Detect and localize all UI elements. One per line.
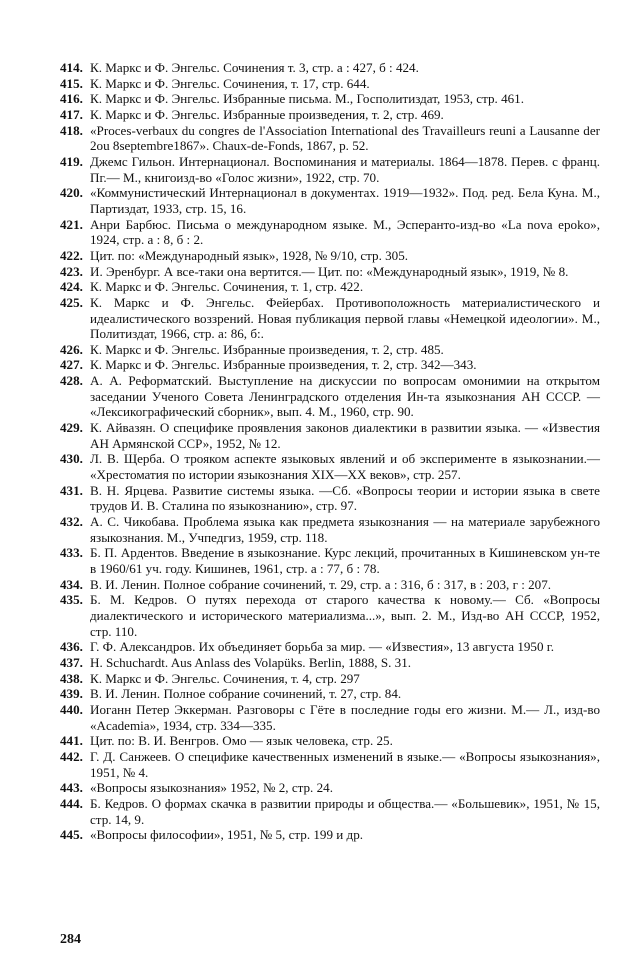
reference-number: 440. — [60, 701, 83, 717]
reference-entry — [60, 639, 600, 655]
reference-text: Л. В. Щерба. О трояком аспекте языковых явлений и об эксперименте в языкознании.— «Хрестоматия по истории языкознания XIX—XX веков», стр. 257. — [90, 451, 600, 483]
reference-text: А. С. Чикобава. Проблема языка как предмета языкознания — на материале зарубежного языкознания. М., Учпедгиз, 1959, стр. 118. — [90, 514, 600, 545]
reference-entry — [60, 248, 600, 264]
reference-number: 433. — [60, 545, 83, 561]
reference-entry — [60, 733, 600, 749]
reference-entry — [60, 185, 600, 216]
reference-number: 437. — [60, 654, 83, 670]
reference-number: 416. — [60, 91, 83, 107]
reference-text: «Коммунистический Интернационал в документах. 1919—1932». Под. ред. Бела Куна. М., Партиздат, 1933, стр. 15, 16. — [90, 185, 600, 216]
reference-text: К. Маркс и Ф. Энгельс. Сочинения т. 3, стр. а : 427, б : 424. — [90, 60, 419, 75]
reference-entry — [60, 671, 600, 687]
reference-number: 415. — [60, 75, 83, 91]
reference-number: 423. — [60, 263, 83, 279]
reference-text: К. Айвазян. О специфике проявления законов диалектики в развитии языка. — «Известия АН Армянской ССР», 1952, № 12. — [90, 420, 600, 451]
reference-number: 431. — [60, 482, 83, 498]
reference-entry — [60, 107, 600, 123]
reference-text: И. Эренбург. А все-таки она вертится.— Цит. по: «Международный язык», 1919, № 8. — [90, 263, 569, 279]
reference-number: 417. — [60, 106, 83, 122]
reference-entry — [60, 123, 600, 154]
reference-entry — [60, 264, 600, 280]
reference-text: Б. М. Кедров. О путях перехода от старого качества к новому.— Сб. «Вопросы диалектического и исторического материализма...», вып. 2. М., Изд-во АН СССР, 1952, стр. 110. — [90, 592, 600, 639]
reference-number: 421. — [60, 216, 83, 232]
reference-text: Иоганн Петер Эккерман. Разговоры с Гёте в последние годы его жизни. М.— Л., изд-во «Academia», 1934, стр. 334—335. — [90, 701, 600, 733]
reference-entry — [60, 60, 600, 76]
reference-entry — [60, 217, 600, 248]
reference-number: 432. — [60, 514, 83, 530]
reference-number: 426. — [60, 341, 83, 357]
reference-entry — [60, 451, 600, 482]
reference-text: Г. Д. Санжеев. О специфике качественных изменений в языке.— «Вопросы языкознания», 1951, № 4. — [90, 748, 600, 780]
reference-text: В. Н. Ярцева. Развитие системы языка. —Сб. «Вопросы теории и истории языка в свете трудов И. В. Сталина по языкознанию», стр. 97. — [90, 482, 600, 514]
reference-text: К. Маркс и Ф. Энгельс. Сочинения, т. 17, стр. 644. — [90, 75, 370, 91]
reference-text: К. Маркс и Ф. Энгельс. Сочинения, т. 1, стр. 422. — [90, 279, 364, 295]
reference-number: 424. — [60, 279, 83, 295]
reference-text: Цит. по: «Международный язык», 1928, № 9/10, стр. 305. — [90, 247, 409, 263]
reference-entry — [60, 702, 600, 733]
reference-entry — [60, 796, 600, 827]
reference-entry — [60, 780, 600, 796]
reference-number: 445. — [60, 827, 83, 843]
reference-text: Г. Ф. Александров. Их объединяет борьба за мир. — «Известия», 13 августа 1950 г. — [90, 639, 554, 655]
reference-text: Анри Барбюс. Письма о международном языке. М., Эсперанто-изд-во «La nova epoko», 1924, стр. а : 8, б : 2. — [90, 216, 600, 248]
reference-entry — [60, 342, 600, 358]
reference-text: В. И. Ленин. Полное собрание сочинений, т. 27, стр. 84. — [90, 686, 402, 702]
reference-text: К. Маркс и Ф. Энгельс. Сочинения, т. 4, стр. 297 — [90, 670, 360, 686]
reference-entry — [60, 279, 600, 295]
reference-entry — [60, 749, 600, 780]
reference-number: 439. — [60, 686, 83, 702]
reference-text: К. Маркс и Ф. Энгельс. Избранные письма. М., Госполитиздат, 1953, стр. 461. — [90, 91, 525, 107]
reference-number: 425. — [60, 294, 83, 310]
reference-entry — [60, 545, 600, 576]
reference-number: 444. — [60, 795, 83, 811]
reference-entry — [60, 373, 600, 420]
reference-entry — [60, 592, 600, 639]
reference-text: «Вопросы языкознания» 1952, № 2, стр. 24. — [90, 780, 333, 796]
reference-entry — [60, 357, 600, 373]
reference-text: А. А. Реформатский. Выступление на дискуссии по вопросам омонимии на открытом заседании Ученого Совета Ленинградского отделения Ин-та языкознания АН СССР. — «Лексикографический сборник», вып. 4. М., 1960, стр. 90. — [90, 373, 600, 420]
reference-entry — [60, 686, 600, 702]
reference-number: 441. — [60, 733, 83, 749]
reference-number: 422. — [60, 247, 83, 263]
reference-entry — [60, 514, 600, 545]
reference-number: 414. — [60, 60, 83, 75]
reference-number: 428. — [60, 373, 83, 389]
reference-text: В. И. Ленин. Полное собрание сочинений, т. 29, стр. а : 316, б : 317, в : 203, г : 207. — [90, 576, 552, 592]
page-number: 284 — [60, 932, 81, 947]
reference-text: К. Маркс и Ф. Энгельс. Фейербах. Противоположность материалистического и идеалистического воззрений. Новая публикация первой главы «Немецкой идеологии». М., Политиздат, 1966, стр. а: 86, б:. — [90, 294, 600, 342]
reference-entry — [60, 295, 600, 342]
reference-number: 430. — [60, 451, 83, 467]
reference-entry — [60, 827, 600, 843]
reference-entry — [60, 577, 600, 593]
reference-number: 419. — [60, 153, 83, 169]
reference-entry — [60, 76, 600, 92]
reference-text: «Proces-verbaux du congres de l'Association International des Travailleurs reuni a Lausanne der 2ou 8septembre1867». Chaux-de-Fonds, 1867, p. 52. — [90, 122, 600, 154]
reference-number: 434. — [60, 576, 83, 592]
reference-list — [60, 60, 600, 843]
reference-text: Джемс Гильон. Интернационал. Воспоминания и материалы. 1864—1878. Перев. с франц. Пг.— М., книгоизд-во «Голос жизни», 1922, стр. 70. — [90, 153, 600, 185]
reference-text: К. Маркс и Ф. Энгельс. Избранные произведения, т. 2, стр. 342—343. — [90, 357, 477, 373]
reference-text: Б. П. Ардентов. Введение в языкознание. Курс лекций, прочитанных в Кишиневском ун-те в 1960/61 уч. году. Кишинев, 1961, стр. а : 77, б : 78. — [90, 545, 600, 576]
reference-entry — [60, 420, 600, 451]
reference-text: H. Schuchardt. Aus Anlass des Volapüks. Berlin, 1888, S. 31. — [90, 654, 412, 670]
reference-text: «Вопросы философии», 1951, № 5, стр. 199 и др. — [90, 827, 364, 843]
reference-text: К. Маркс и Ф. Энгельс. Избранные произведения, т. 2, стр. 485. — [90, 341, 444, 357]
reference-number: 435. — [60, 592, 83, 608]
reference-entry — [60, 154, 600, 185]
reference-number: 427. — [60, 357, 83, 373]
reference-number: 438. — [60, 670, 83, 686]
reference-number: 443. — [60, 780, 83, 796]
reference-number: 436. — [60, 639, 83, 655]
reference-entry — [60, 655, 600, 671]
reference-text: Цит. по: В. И. Венгров. Омо — язык человека, стр. 25. — [90, 733, 393, 749]
reference-number: 429. — [60, 420, 83, 436]
reference-text: Б. Кедров. О формах скачка в развитии природы и общества.— «Большевик», 1951, № 15, стр. 14, 9. — [90, 795, 600, 827]
reference-text: К. Маркс и Ф. Энгельс. Избранные произведения, т. 2, стр. 469. — [90, 106, 444, 122]
reference-number: 420. — [60, 185, 83, 201]
reference-number: 442. — [60, 748, 83, 764]
reference-entry — [60, 91, 600, 107]
reference-number: 418. — [60, 122, 83, 138]
reference-entry — [60, 483, 600, 514]
